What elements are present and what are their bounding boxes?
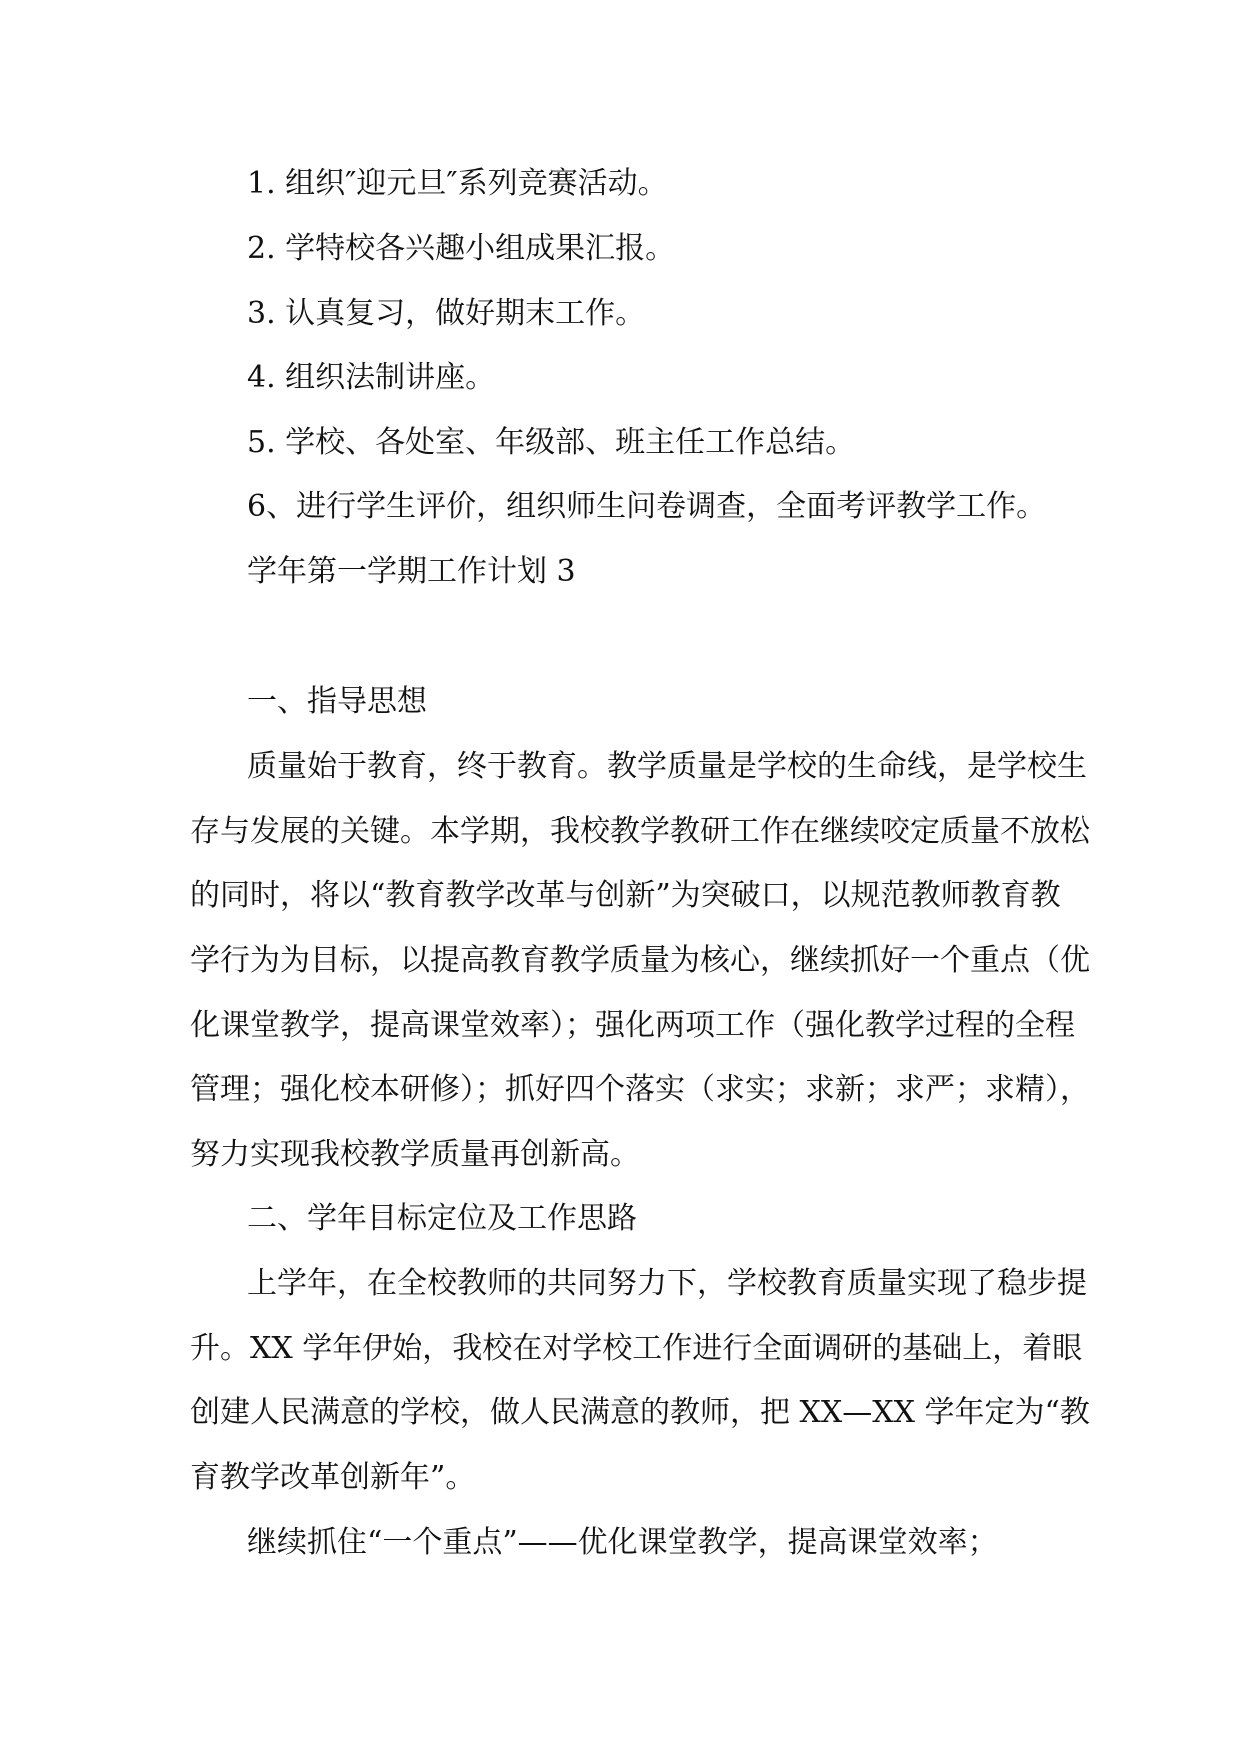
paragraph-line: 质量始于教育，终于教育。教学质量是学校的生命线，是学校生 [247,749,1087,784]
list-item: 1. 组织″迎元旦″系列竞赛活动。 [247,166,668,201]
paragraph-line: 努力实现我校教学质量再创新高。 [190,1137,640,1172]
paragraph-line: 继续抓住“一个重点”——优化课堂教学，提高课堂效率； [247,1525,998,1560]
paragraph-line: 学行为为目标，以提高教育教学质量为核心，继续抓好一个重点（优 [190,943,1090,978]
paragraph-line: 育教学改革创新年”。 [190,1460,476,1495]
paragraph-line: 的同时，将以“教育教学改革与创新”为突破口，以规范教师教育教 [190,878,1061,913]
list-item: 2. 学特校各兴趣小组成果汇报。 [247,231,676,266]
list-item: 5. 学校、各处室、年级部、班主任工作总结。 [247,425,856,460]
document-heading: 学年第一学期工作计划 3 [247,554,576,589]
paragraph-line: 存与发展的关键。本学期，我校教学教研工作在继续咬定质量不放松 [190,814,1090,849]
list-item: 6、进行学生评价，组织师生问卷调查，全面考评教学工作。 [247,489,1047,524]
section-title: 一、指导思想 [247,684,427,719]
list-item: 3. 认真复习，做好期末工作。 [247,296,646,331]
paragraph-line: 化课堂教学，提高课堂效率）；强化两项工作（强化教学过程的全程 [190,1008,1075,1043]
paragraph-line: 升。XX 学年伊始，我校在对学校工作进行全面调研的基础上，着眼 [190,1331,1083,1366]
paragraph-line: 上学年，在全校教师的共同努力下，学校教育质量实现了稳步提 [247,1266,1087,1301]
section-title: 二、学年目标定位及工作思路 [247,1201,637,1236]
paragraph-line: 创建人民满意的学校，做人民满意的教师，把 XX—XX 学年定为“教 [190,1395,1090,1430]
paragraph-line: 管理；强化校本研修）；抓好四个落实（求实；求新；求严；求精）， [190,1072,1090,1107]
list-item: 4. 组织法制讲座。 [247,360,496,395]
